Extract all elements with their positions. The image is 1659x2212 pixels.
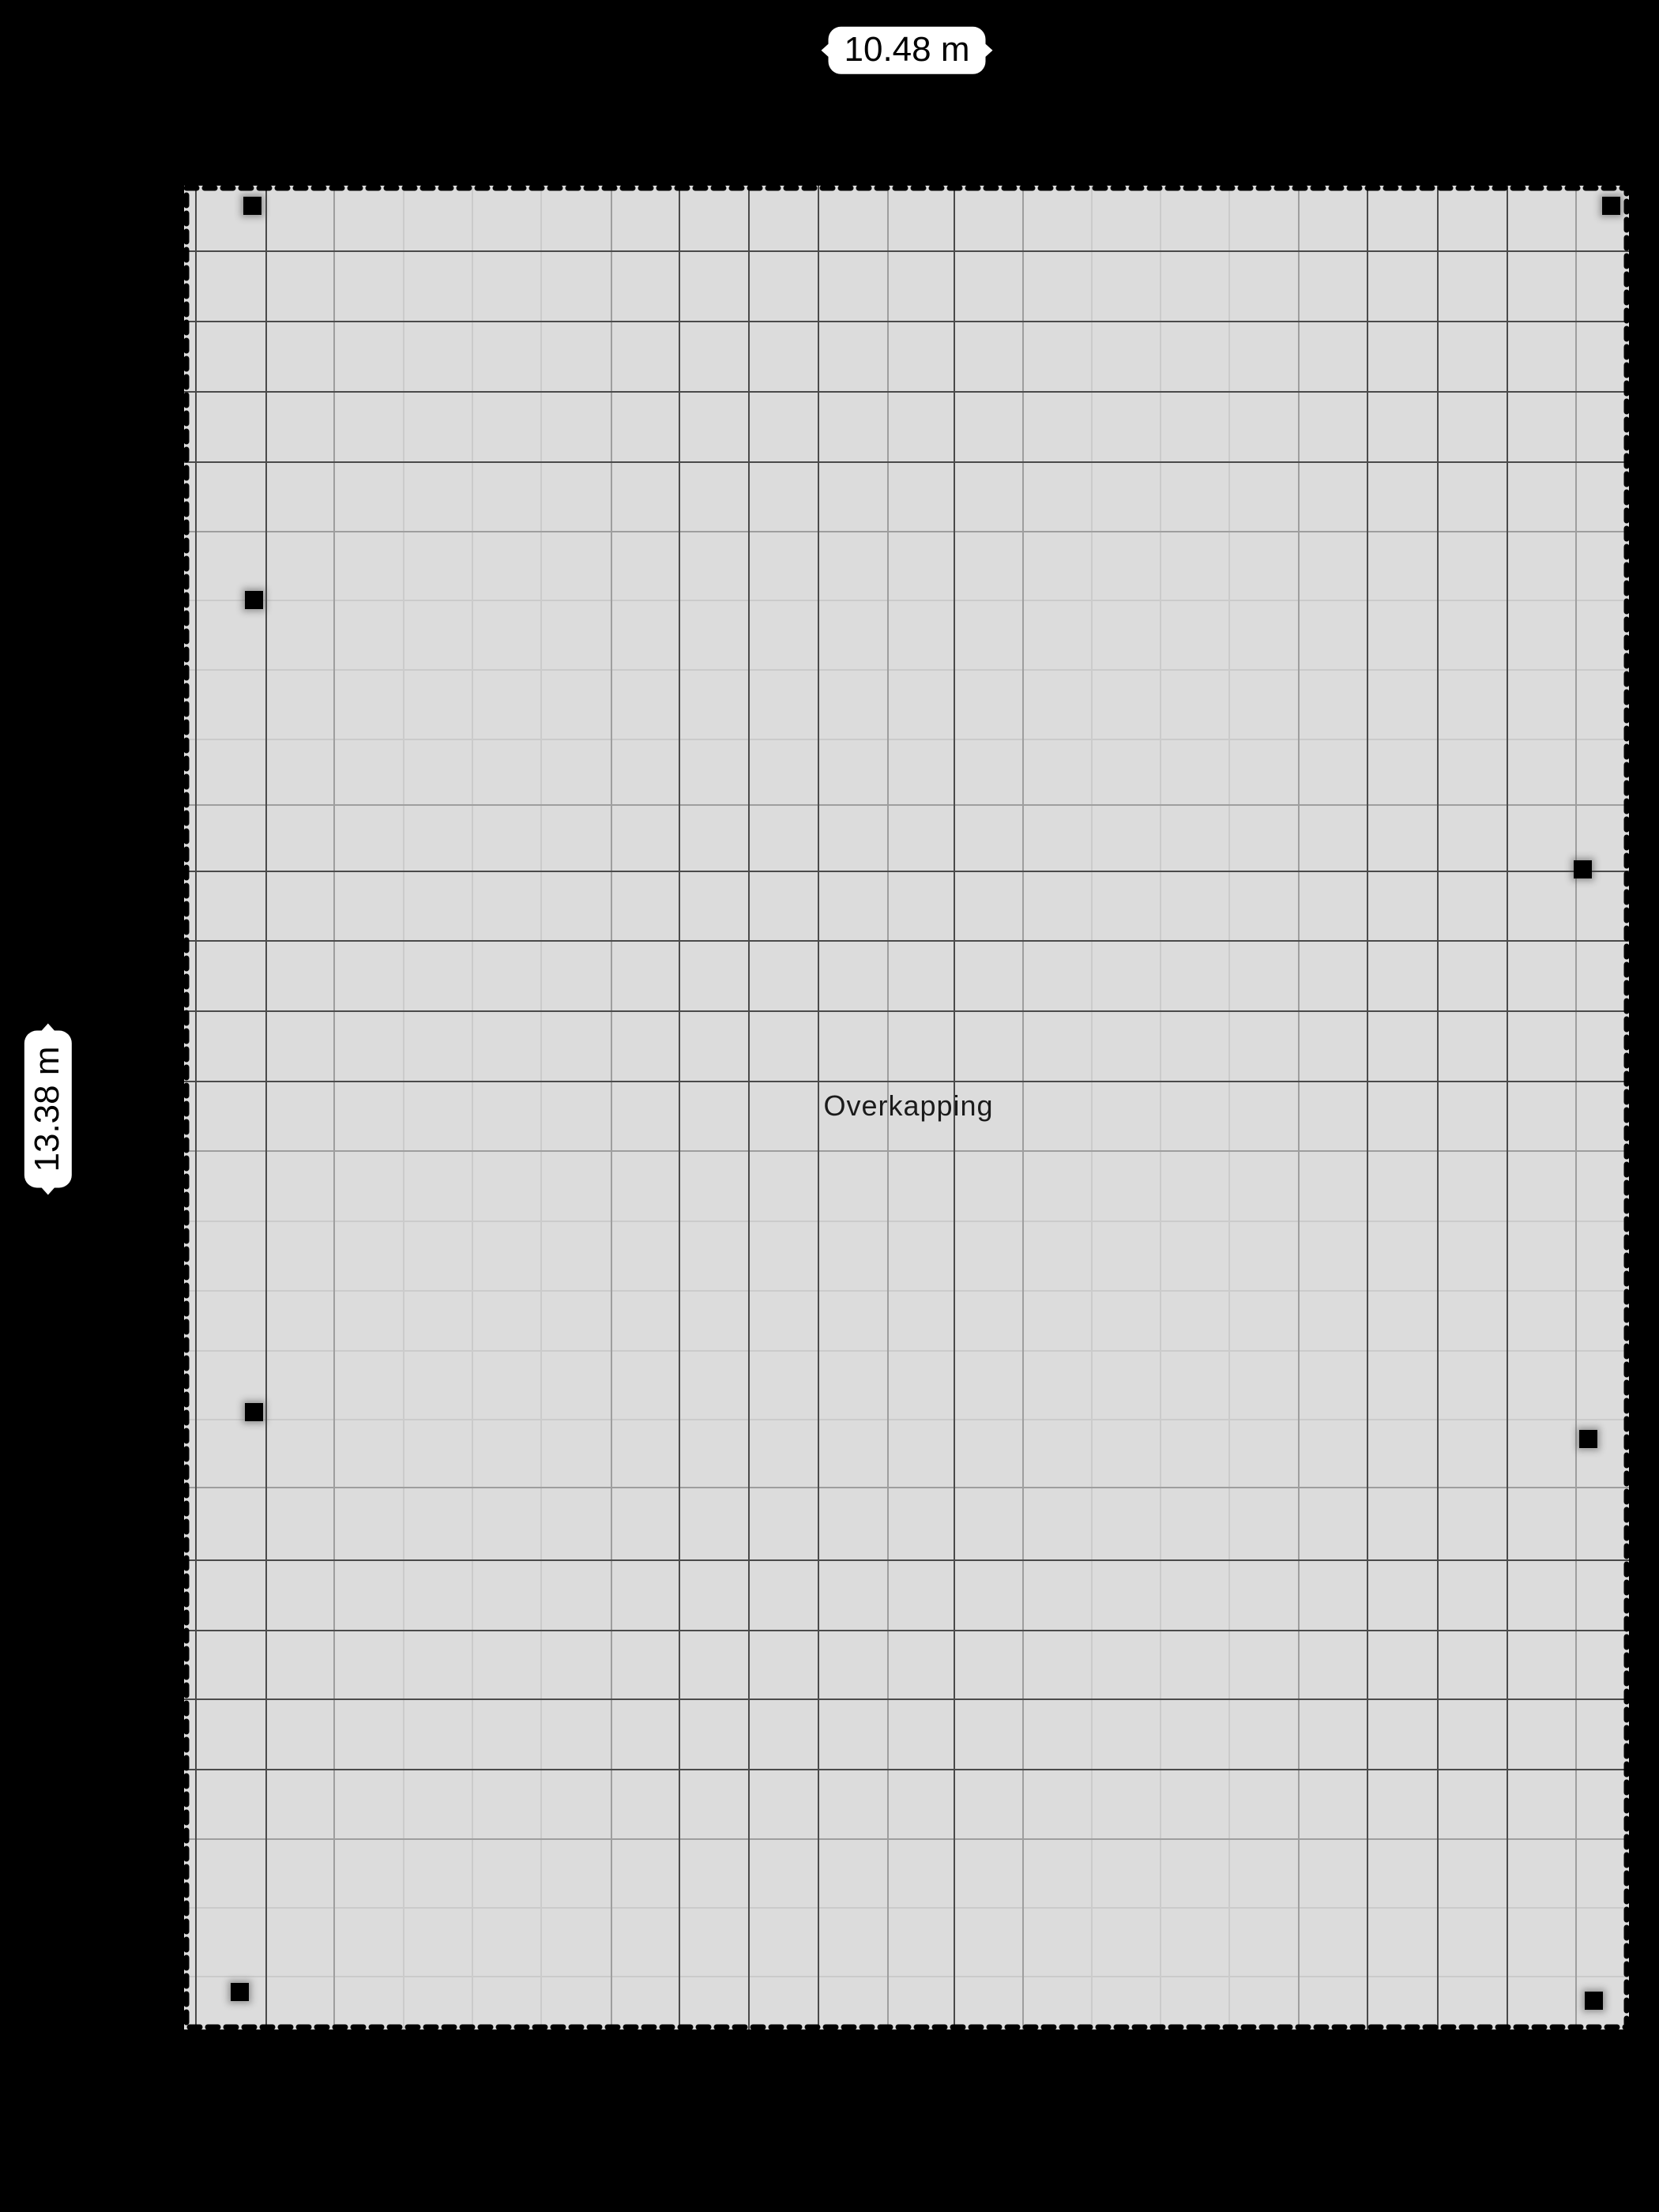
canopy-plan: [184, 186, 1629, 2030]
post-marker: [1574, 860, 1592, 878]
grid-line-horizontal: [184, 321, 1629, 322]
grid-line-horizontal: [184, 1419, 1629, 1420]
grid-line-horizontal: [184, 940, 1629, 942]
dimension-arrow-bottom-icon: [41, 1187, 55, 1194]
post-marker: [245, 591, 263, 609]
grid-line-horizontal: [184, 1907, 1629, 1909]
grid-line-horizontal: [184, 871, 1629, 872]
grid-line-horizontal: [184, 1290, 1629, 1292]
dimension-height-box: [24, 1031, 72, 1188]
grid-line-horizontal: [184, 1769, 1629, 1770]
grid-line-horizontal: [184, 739, 1629, 740]
dimension-arrow-top-icon: [41, 1024, 55, 1032]
grid-line-horizontal: [184, 391, 1629, 393]
dimension-width-label: [829, 27, 986, 74]
grid-line-horizontal: [184, 1630, 1629, 1631]
post-marker: [1602, 197, 1620, 215]
plan-label: Overkapping: [823, 1089, 994, 1122]
post-marker: [243, 197, 261, 215]
grid-line-horizontal: [184, 1976, 1629, 1977]
grid-line-horizontal: [184, 1010, 1629, 1012]
post-marker: [231, 1983, 249, 2001]
grid-line-horizontal: [184, 1350, 1629, 1352]
grid-line-horizontal: [184, 531, 1629, 532]
grid-line-horizontal: [184, 1487, 1629, 1488]
dimension-height-text: 13.38 m: [27, 1046, 66, 1172]
post-marker: [245, 1403, 263, 1421]
grid-line-horizontal: [184, 1221, 1629, 1222]
grid-line-horizontal: [184, 250, 1629, 252]
grid-line-horizontal: [184, 1838, 1629, 1840]
dimension-width-text: 10.48 m: [844, 29, 970, 69]
grid-line-horizontal: [184, 600, 1629, 601]
post-marker: [1585, 1992, 1603, 2010]
grid-line-horizontal: [184, 669, 1629, 671]
dimension-height-label: [24, 1031, 72, 1188]
grid-line-horizontal: [184, 1559, 1629, 1561]
grid-line-horizontal: [184, 461, 1629, 463]
grid-line-horizontal: [184, 804, 1629, 806]
grid-line-horizontal: [184, 1150, 1629, 1152]
grid-line-horizontal: [184, 1698, 1629, 1700]
dimension-arrow-left-icon: [822, 43, 830, 58]
grid-line-horizontal: [184, 1081, 1629, 1082]
post-marker: [1579, 1430, 1597, 1448]
dimension-width-box: [829, 27, 986, 74]
dimension-arrow-right-icon: [984, 43, 992, 58]
